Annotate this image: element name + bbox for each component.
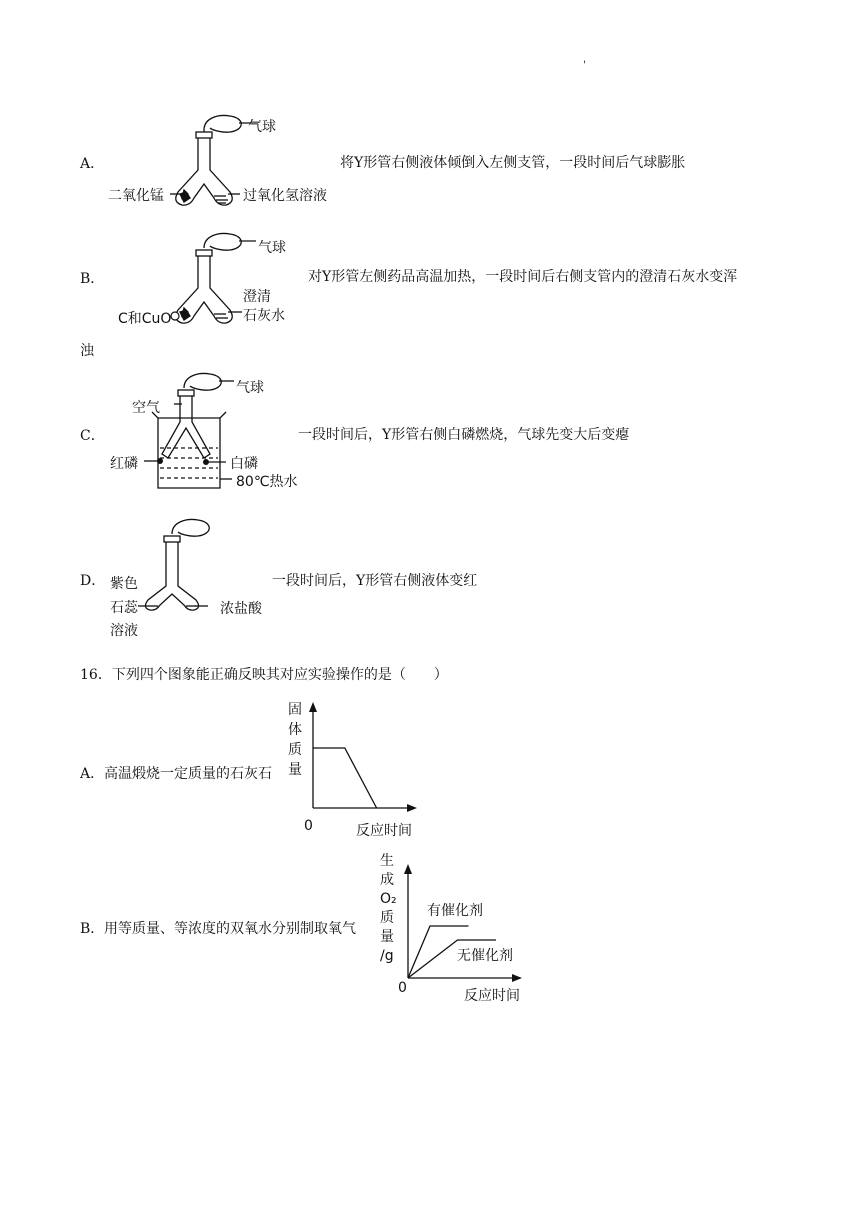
chart-b-series-label-no-catalyst: 无催化剂 xyxy=(457,948,513,964)
balloon-label-a: 气球 xyxy=(248,119,276,135)
left-label-d-2: 石蕊 xyxy=(110,600,138,616)
right-label-b-1: 澄清 xyxy=(243,289,271,305)
option-a-letter: A． xyxy=(80,156,105,172)
air-label-c: 空气 xyxy=(132,400,160,416)
chart-b-ylabel xyxy=(380,852,400,966)
chart-b xyxy=(400,862,530,992)
option-b-continuation: 浊 xyxy=(80,343,94,359)
q16-stem: 16．下列四个图象能正确反映其对应实验操作的是（ ） xyxy=(80,667,448,683)
chart-b-ylabel-line: 质 xyxy=(380,910,394,926)
q16-option-a-description: 高温煅烧一定质量的石灰石 xyxy=(104,766,272,782)
chart-b-ylabel-line: /g xyxy=(380,948,394,964)
right-label-d: 浓盐酸 xyxy=(220,601,262,617)
chart-a-ylabel: 固体质量 xyxy=(288,702,302,778)
balloon-label-b: 气球 xyxy=(258,240,286,256)
chart-b-ylabel-line: 生 xyxy=(380,853,394,869)
left-label-b: C和CuO xyxy=(118,311,172,327)
q16-option-a-letter: A． xyxy=(80,766,105,782)
left-label-a: 二氧化锰 xyxy=(108,188,164,204)
q16-option-b-letter: B． xyxy=(80,921,105,937)
chart-a xyxy=(305,700,435,840)
balloon-label-c: 气球 xyxy=(236,380,264,396)
chart-a-series-line xyxy=(313,748,377,808)
option-a-description: 将Y形管右侧液体倾倒入左侧支管，一段时间后气球膨胀 xyxy=(340,155,686,171)
left-label-d-1: 紫色 xyxy=(110,576,138,592)
chart-b-series-label-catalyst: 有催化剂 xyxy=(427,903,483,919)
chart-a-origin: 0 xyxy=(304,818,313,834)
left-label-d-3: 溶液 xyxy=(110,623,138,639)
red-phosphorus-label: 红磷 xyxy=(110,456,138,472)
right-label-a: 过氧化氢溶液 xyxy=(243,188,327,204)
right-label-b-2: 石灰水 xyxy=(243,308,285,324)
option-d-letter: D． xyxy=(80,573,106,589)
white-phosphorus-label: 白磷 xyxy=(230,456,258,472)
chart-b-xlabel: 反应时间 xyxy=(464,988,520,1004)
header-mark: ' xyxy=(583,60,586,71)
chart-b-ylabel-line: 量 xyxy=(380,929,394,945)
q16-option-b-description: 用等质量、等浓度的双氧水分别制取氧气 xyxy=(104,921,356,937)
option-c-description: 一段时间后，Y形管右侧白磷燃烧，气球先变大后变瘪 xyxy=(298,427,630,443)
option-b-description: 对Y形管左侧药品高温加热，一段时间后右侧支管内的澄清石灰水变浑 xyxy=(308,269,738,285)
hot-water-label: 80℃热水 xyxy=(236,474,298,490)
chart-b-origin: 0 xyxy=(398,980,407,996)
option-b-letter: B． xyxy=(80,271,105,287)
chart-b-ylabel-line: O₂ xyxy=(380,891,397,907)
option-c-letter: C． xyxy=(80,428,105,444)
chart-a-xlabel: 反应时间 xyxy=(356,823,412,839)
option-d-description: 一段时间后，Y形管右侧液体变红 xyxy=(272,573,478,589)
chart-b-ylabel-line: 成 xyxy=(380,872,394,888)
